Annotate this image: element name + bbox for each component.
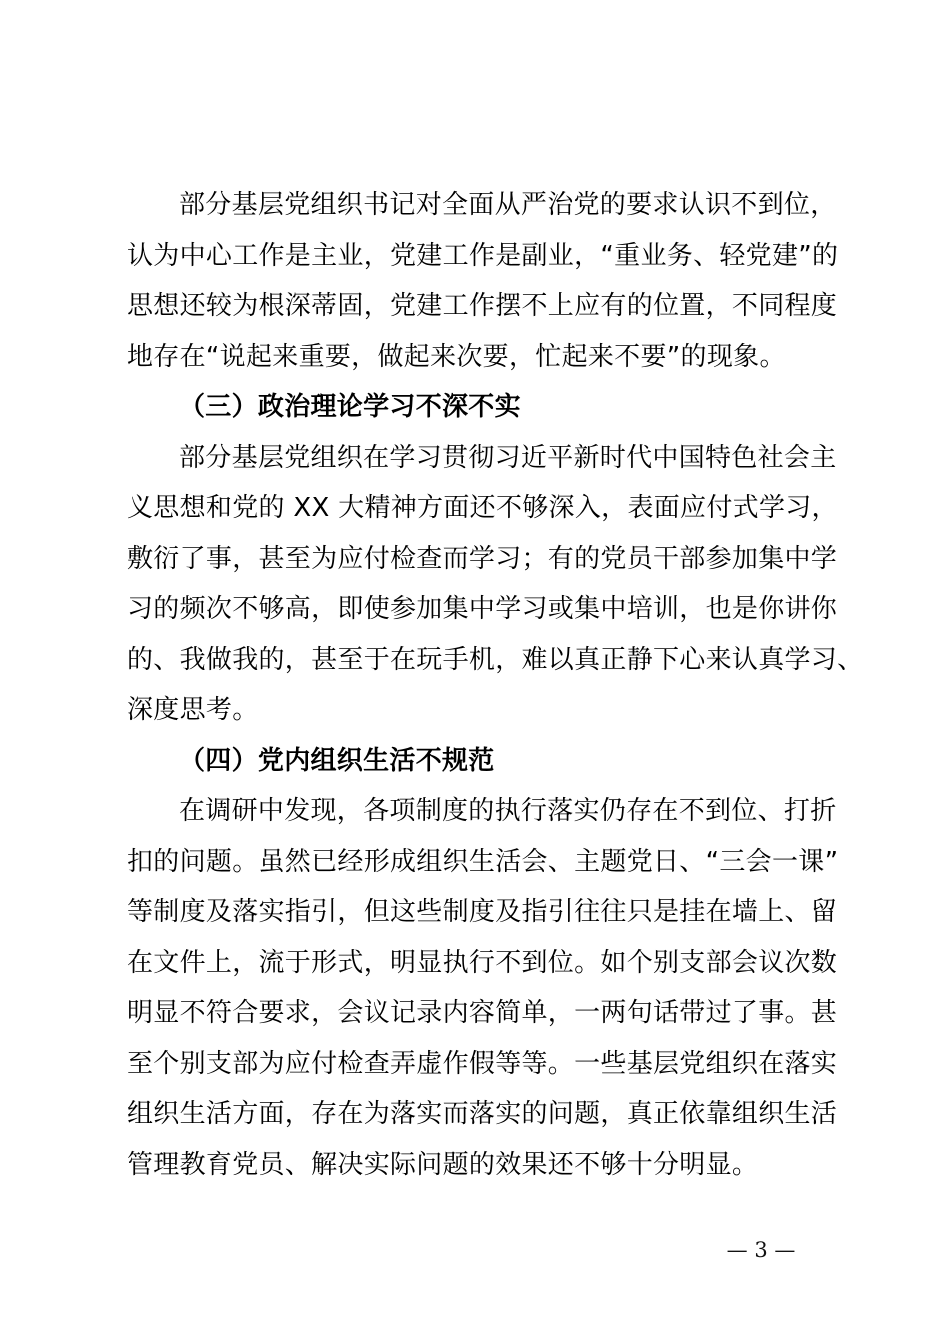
document-body bbox=[127, 180, 864, 1190]
page-number: — 3 — bbox=[726, 1238, 796, 1262]
section-heading-3: （三）政治理论学习不深不实 bbox=[179, 392, 521, 422]
paragraph-line: 的、我做我的，甚至于在玩手机，难以真正静下心来认真学习、 bbox=[127, 644, 864, 675]
paragraph-line: 义思想和党的 XX 大精神方面还不够深入，表面应付式学习， bbox=[127, 493, 838, 523]
paragraph-line: 扣的问题。虽然已经形成组织生活会、主题党日、“三会一课” bbox=[127, 846, 839, 877]
section-heading-4: （四）党内组织生活不规范 bbox=[179, 745, 495, 776]
paragraph-line: 部分基层党组织在学习贯彻习近平新时代中国特色社会主 bbox=[179, 442, 837, 473]
paragraph-line: 敷衍了事，甚至为应付检查而学习；有的党员干部参加集中学 bbox=[127, 543, 838, 574]
paragraph-line: 在调研中发现，各项制度的执行落实仍存在不到位、打折 bbox=[179, 796, 837, 826]
paragraph-line: 习的频次不够高，即使参加集中学习或集中培训，也是你讲你 bbox=[127, 594, 838, 624]
paragraph-line: 深度思考。 bbox=[127, 695, 259, 725]
paragraph-line: 部分基层党组织书记对全面从严治党的要求认识不到位， bbox=[179, 190, 837, 220]
paragraph-line: 认为中心工作是主业，党建工作是副业，“重业务、轻党建”的 bbox=[127, 240, 839, 271]
paragraph-line: 至个别支部为应付检查弄虚作假等等。一些基层党组织在落实 bbox=[127, 1048, 838, 1079]
paragraph-line: 等制度及落实指引，但这些制度及指引往往只是挂在墙上、留 bbox=[127, 897, 838, 927]
paragraph-line: 组织生活方面，存在为落实而落实的问题，真正依靠组织生活 bbox=[127, 1099, 838, 1129]
paragraph-line: 地存在“说起来重要，做起来次要，忙起来不要”的现象。 bbox=[127, 341, 786, 372]
paragraph-line: 管理教育党员、解决实际问题的效果还不够十分明显。 bbox=[127, 1149, 759, 1180]
paragraph-line: 明显不符合要求，会议记录内容简单，一两句话带过了事。甚 bbox=[127, 998, 838, 1028]
paragraph-line: 思想还较为根深蒂固，党建工作摆不上应有的位置，不同程度 bbox=[127, 291, 838, 321]
paragraph-line: 在文件上，流于形式，明显执行不到位。如个别支部会议次数 bbox=[127, 947, 838, 978]
